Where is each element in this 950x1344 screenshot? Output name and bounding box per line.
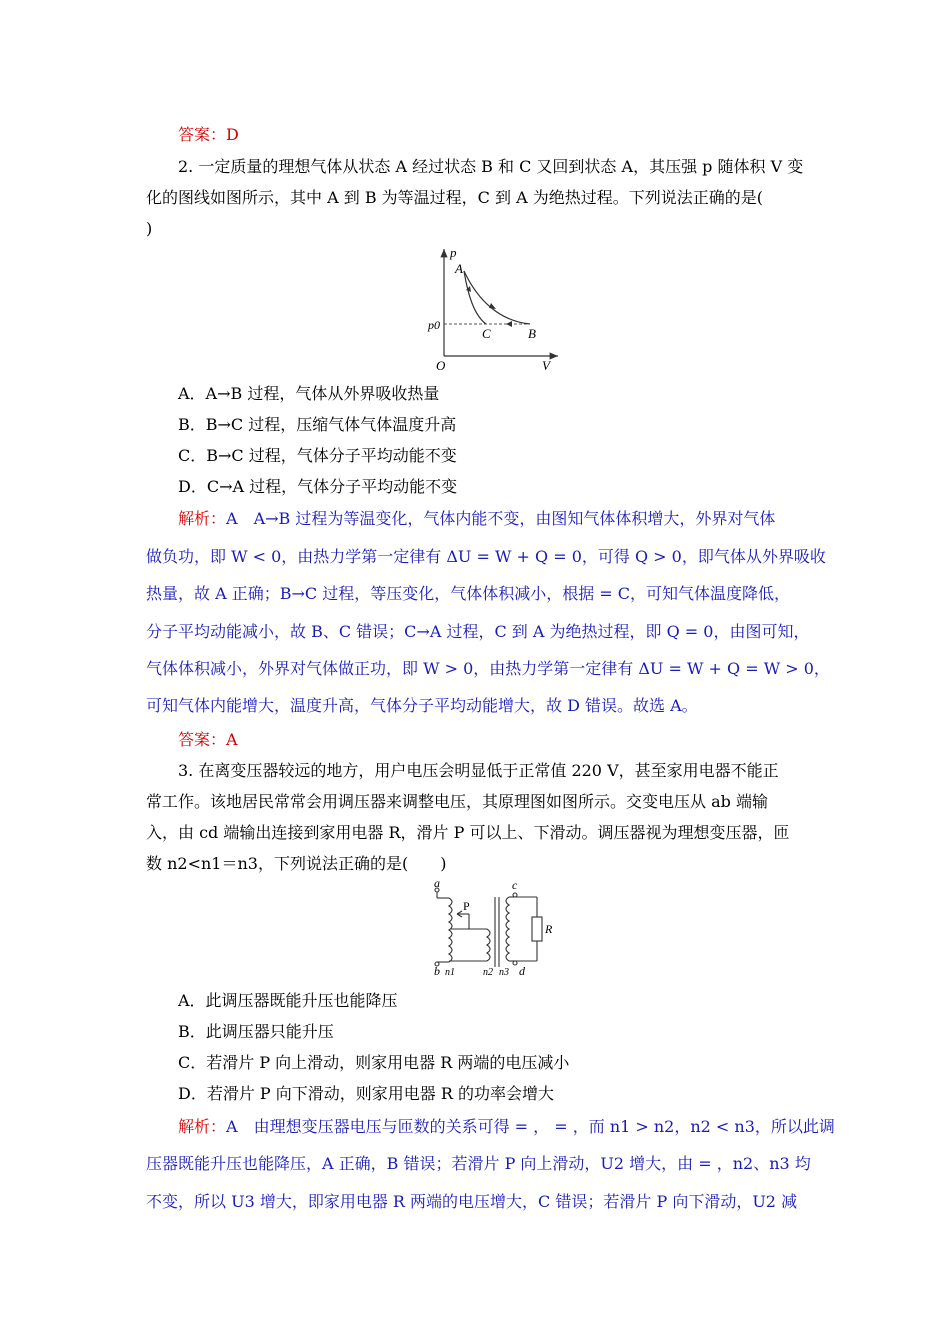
terminal-c-label: c	[512, 878, 518, 892]
q3-stem-line-4: 数 n2<n1＝n3，下列说法正确的是( )	[146, 854, 447, 873]
q2-option-b: B．B→C 过程，压缩气体气体温度升高	[178, 415, 457, 434]
q3-analysis-line-3: 不变，所以 U3 增大，即家用电器 R 两端的电压增大，C 错误；若滑片 P 向下滑动，U2 减	[146, 1192, 798, 1211]
resistor-r-label: R	[545, 922, 553, 936]
v-axis-label: V	[542, 358, 550, 373]
q2-analysis-line-1: 解析：A A→B 过程为等温变化，气体内能不变，由图知气体体积增大，外界对气体	[178, 509, 776, 528]
terminal-d-label: d	[519, 964, 525, 977]
answer-value: D	[226, 125, 239, 144]
q2-stem-line-1: 2. 一定质量的理想气体从状态 A 经过状态 B 和 C 又回到状态 A，其压强 p 随体积 V 变	[178, 157, 804, 176]
p-axis-label: p	[450, 245, 457, 260]
q2-analysis-line-6: 可知气体内能增大，温度升高，气体分子平均动能增大，故 D 错误。故选 A。	[146, 696, 698, 715]
q2-option-d: D．C→A 过程，气体分子平均动能不变	[178, 477, 458, 496]
n1-label: n1	[445, 967, 455, 977]
terminal-a-label: a	[434, 877, 440, 890]
q2-analysis-line-5: 气体体积减小，外界对气体做正功，即 W > 0，由热力学第一定律有 ΔU = W + Q = W > 0，	[146, 659, 830, 678]
q2-option-c: C．B→C 过程，气体分子平均动能不变	[178, 446, 457, 465]
answer-label: 答案：	[178, 730, 227, 749]
q2-option-a: A．A→B 过程，气体从外界吸收热量	[178, 384, 440, 403]
q3-stem-line-1: 3. 在离变压器较远的地方，用户电压会明显低于正常值 220 V，甚至家用电器不能正	[178, 761, 779, 780]
q3-option-d: D．若滑片 P 向下滑动，则家用电器 R 的功率会增大	[178, 1084, 554, 1103]
point-a-label: A	[455, 261, 463, 276]
q2-analysis-line-3: 热量，故 A 正确；B→C 过程，等压变化，气体体积减小，根据 = C，可知气体温度降低，	[146, 584, 791, 603]
answer-value: A	[226, 730, 238, 749]
n3-label: n3	[499, 967, 509, 977]
q3-option-c: C．若滑片 P 向上滑动，则家用电器 R 两端的电压减小	[178, 1053, 570, 1072]
q3-stem-line-2: 常工作。该地居民常常会用调压器来调整电压，其原理图如图所示。交变电压从 ab 端输	[146, 792, 768, 811]
q2-answer	[178, 729, 238, 751]
transformer-circuit	[425, 877, 560, 977]
q2-stem-line-2: 化的图线如图所示，其中 A 到 B 为等温过程，C 到 A 为绝热过程。下列说法正确的是(	[146, 188, 763, 207]
q3-stem-line-3: 入，由 cd 端输出连接到家用电器 R，滑片 P 可以上、下滑动。调压器视为理想变压器，匝	[146, 823, 790, 842]
point-b-label: B	[528, 326, 536, 341]
q3-analysis-line-1: 解析：A 由理想变压器电压与匝数的关系可得 = ， = ，而 n1 > n2，n2 < n3，所以此调	[178, 1117, 835, 1136]
q3-option-a: A．此调压器既能升压也能降压	[178, 991, 398, 1010]
q3-analysis-line-2: 压器既能升压也能降压，A 正确，B 错误；若滑片 P 向上滑动，U2 增大，由 = ，n2、n3 均	[146, 1154, 811, 1173]
arrow-ab	[489, 303, 496, 309]
analysis-label: 解析：	[178, 1117, 227, 1136]
q2-analysis-line-2: 做负功，即 W < 0，由热力学第一定律有 ΔU = W + Q = 0，可得 Q > 0，即气体从外界吸收	[146, 547, 826, 566]
slider-p-label: P	[463, 899, 470, 913]
origin-label: O	[436, 358, 446, 373]
q1-answer	[178, 124, 239, 146]
point-c-label: C	[482, 326, 491, 341]
p0-label: p0	[428, 318, 440, 332]
arrow-bc	[506, 321, 512, 327]
curve-a-to-b	[464, 271, 530, 324]
terminal-b-label: b	[434, 964, 440, 977]
n2-label: n2	[483, 967, 493, 977]
q3-option-b: B．此调压器只能升压	[178, 1022, 334, 1041]
q2-stem-line-3: )	[146, 219, 153, 238]
q2-analysis-line-4: 分子平均动能减小，故 B、C 错误；C→A 过程，C 到 A 为绝热过程，即 Q = 0，由图可知，	[146, 622, 810, 641]
curve-c-to-a	[464, 271, 486, 324]
analysis-label: 解析：	[178, 509, 227, 528]
answer-label: 答案：	[178, 125, 227, 144]
pv-graph	[420, 243, 565, 373]
